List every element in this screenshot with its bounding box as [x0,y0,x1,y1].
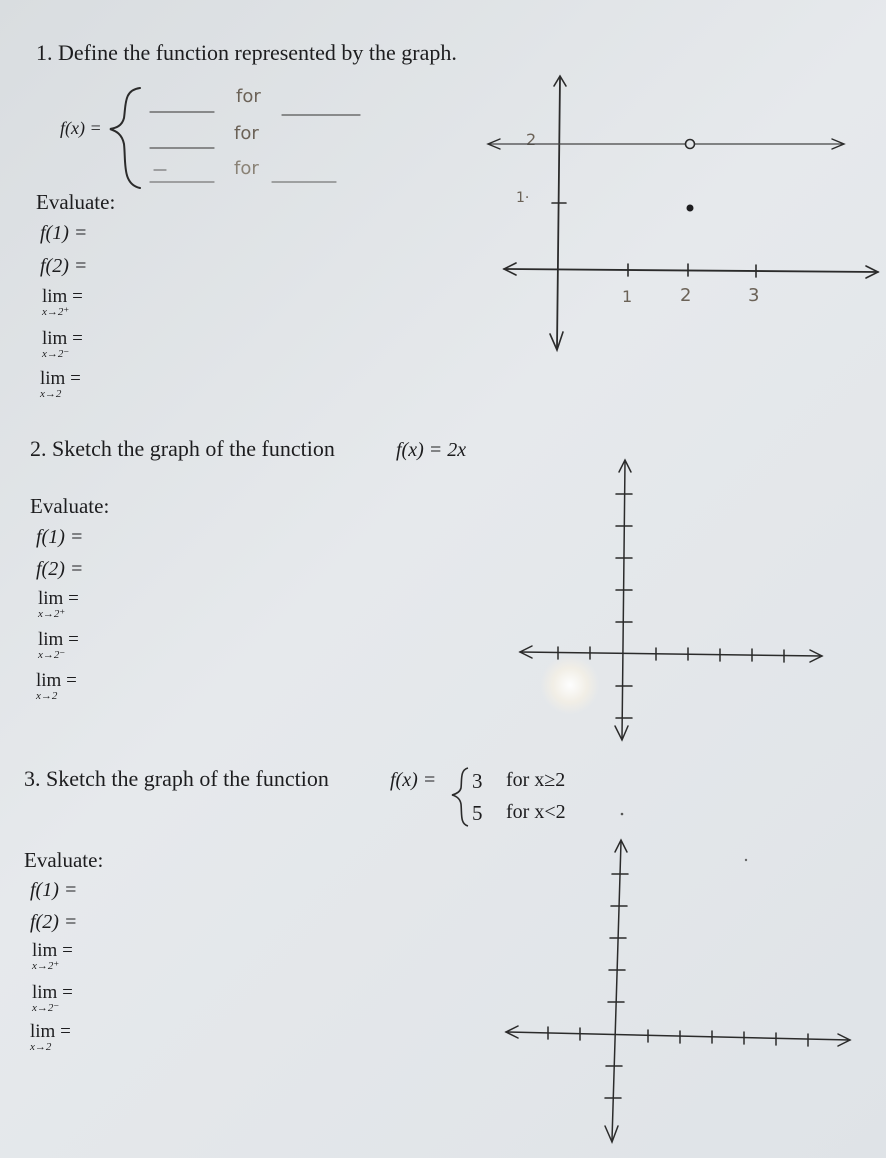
q1-piecewise-brace [110,88,140,188]
q1-for-2: for [234,123,259,144]
q3-lim-right-text: lim = [32,940,73,961]
q2-y-axis [622,462,625,738]
q1-graph-x-tick-3: 3 [748,285,760,306]
q1-graph-y-tick: 1· [516,190,530,206]
q1-graph-left-mark: 2 [526,130,537,149]
q2-x-axis [520,652,822,656]
q2-lim-right-sub: x→2⁺ [38,608,66,620]
q3-lim-left-text: lim = [32,982,73,1003]
stray-dot-1 [621,813,624,816]
q3-case1-cond: for x≥2 [506,769,566,791]
q1-fx-label: f(x) = [60,118,102,138]
q3-lim-sub: x→2 [30,1041,52,1053]
q1-graph-x-tick-1: 1 [622,287,633,306]
q2-lim-left-sub: x→2⁻ [38,649,66,661]
q1-lim-right-sub: x→2⁺ [42,306,70,318]
q1-prompt: 1. Define the function represented by the graph. [36,40,457,65]
q1-x-axis [504,269,878,272]
q3-y-axis [612,842,621,1140]
q3-function-lhs: f(x) = [390,769,437,791]
q3-lim-text: lim = [30,1021,71,1042]
q2-function: f(x) = 2x [396,439,467,461]
q1-lim-left-sub: x→2⁻ [42,348,70,360]
q3-lim-left-sub: x→2⁻ [32,1002,60,1014]
q1-graph-x-tick-2: 2 [680,285,692,306]
q1-evaluate: Evaluate: [36,190,116,214]
q3-piecewise-brace [452,768,468,826]
q1-f2: f(2) = [40,255,88,277]
q3-lim-right-sub: x→2⁺ [32,960,60,972]
q1-lim-left-text: lim = [42,328,83,349]
q1-y-axis [557,78,560,348]
q3-evaluate: Evaluate: [24,848,104,872]
q3-f2: f(2) = [30,911,78,933]
q1-open-circle [686,140,695,149]
stray-dot-2 [745,859,747,861]
q3-f1: f(1) = [30,879,78,901]
q2-f2: f(2) = [36,558,84,580]
q1-f1: f(1) = [40,222,88,244]
q2-prompt: 2. Sketch the graph of the function [30,436,335,461]
q1-for-3: for [234,158,259,179]
q2-f1: f(1) = [36,526,84,548]
q3-prompt: 3. Sketch the graph of the function [24,766,329,791]
q2-lim-text: lim = [36,670,77,691]
q2-lim-right-text: lim = [38,588,79,609]
q3-case2-cond: for x<2 [506,801,566,823]
q1-lim-right-text: lim = [42,286,83,307]
q2-lim-sub: x→2 [36,690,58,702]
q2-lim-left-text: lim = [38,629,79,650]
q1-closed-dot [687,205,694,212]
q3-case2-value: 5 [472,801,483,825]
q1-lim-text: lim = [40,368,81,389]
q3-x-axis [506,1032,850,1040]
q1-lim-sub: x→2 [40,388,62,400]
q2-evaluate: Evaluate: [30,494,110,518]
q3-case1-value: 3 [472,769,483,793]
q1-for-1: for [236,86,261,107]
